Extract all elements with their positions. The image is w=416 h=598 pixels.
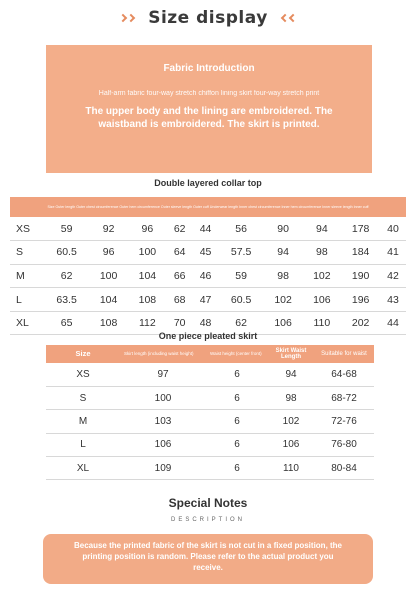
table-cell: 96	[89, 241, 128, 265]
table-cell: 65	[44, 311, 89, 335]
table-cell: M	[46, 410, 120, 433]
table-cell: 97	[120, 363, 206, 386]
notes-title: Special Notes	[168, 496, 248, 510]
top-table-header: Size Outer length Outer chest circumference Outer hem circumference Outer sleeve length Outer cuff Underwear length Inner chest circumference Inner hem circumference Inner sleeve length Inner cuff	[10, 197, 406, 217]
fabric-description: Half-arm fabric four-way stretch chiffon lining skirt four-way stretch print	[98, 90, 320, 97]
top-table-title: Double layered collar top	[154, 178, 262, 188]
table-cell: 45	[193, 241, 219, 265]
table-cell: 66	[167, 264, 193, 288]
skirt-header-size: Size	[46, 345, 120, 363]
table-cell: 110	[302, 311, 341, 335]
table-cell: 6	[206, 433, 268, 456]
table-row	[46, 363, 374, 386]
table-cell: 202	[341, 311, 380, 335]
table-cell: 104	[89, 288, 128, 312]
table-row	[46, 410, 374, 433]
table-cell: S	[10, 241, 44, 265]
table-cell: 108	[128, 288, 167, 312]
table-cell: 43	[380, 288, 406, 312]
notes-subtitle: DESCRIPTION	[170, 517, 245, 523]
table-row	[10, 264, 406, 288]
table-cell: 64	[167, 241, 193, 265]
table-cell: XL	[10, 311, 44, 335]
table-cell: 76-80	[314, 433, 374, 456]
chevron-left-decor-icon	[120, 15, 134, 21]
table-cell: 6	[206, 457, 268, 480]
skirt-table-body	[46, 363, 374, 480]
table-cell: XL	[46, 457, 120, 480]
table-cell: 98	[264, 264, 303, 288]
table-cell: 41	[380, 241, 406, 265]
table-cell: 80-84	[314, 457, 374, 480]
table-cell: 68	[167, 288, 193, 312]
table-cell: L	[10, 288, 44, 312]
skirt-size-table	[46, 345, 374, 480]
table-cell: 94	[302, 217, 341, 241]
table-cell: 59	[218, 264, 263, 288]
table-cell: 103	[120, 410, 206, 433]
table-cell: 59	[44, 217, 89, 241]
chevron-right-decor-icon	[282, 15, 296, 21]
table-cell: 109	[120, 457, 206, 480]
table-cell: 102	[264, 288, 303, 312]
table-cell: 94	[268, 363, 314, 386]
table-cell: 68-72	[314, 386, 374, 409]
table-cell: 47	[193, 288, 219, 312]
table-cell: 63.5	[44, 288, 89, 312]
skirt-header-length: Skirt length (including waist height)	[120, 345, 206, 363]
notes-box	[43, 534, 373, 584]
table-cell: 44	[380, 311, 406, 335]
table-cell: 62	[218, 311, 263, 335]
table-cell: 6	[206, 386, 268, 409]
table-cell: 60.5	[218, 288, 263, 312]
table-cell: 44	[193, 217, 219, 241]
table-row	[46, 433, 374, 456]
table-cell: XS	[10, 217, 44, 241]
table-cell: 64-68	[314, 363, 374, 386]
table-row	[10, 288, 406, 312]
table-cell: 106	[120, 433, 206, 456]
fabric-craft-note: The upper body and the lining are embroidered. The waistband is embroidered. The skirt is printed.	[85, 106, 333, 130]
page-header	[0, 0, 416, 36]
skirt-header-waist-length: Skirt Waist Length	[268, 345, 314, 363]
table-cell: 6	[206, 363, 268, 386]
table-cell: 90	[264, 217, 303, 241]
table-cell: 100	[128, 241, 167, 265]
table-cell: 62	[167, 217, 193, 241]
table-cell: 108	[89, 311, 128, 335]
table-cell: 112	[128, 311, 167, 335]
table-cell: 48	[193, 311, 219, 335]
top-size-table	[10, 197, 406, 335]
table-cell: 106	[268, 433, 314, 456]
table-cell: 100	[89, 264, 128, 288]
table-cell: 57.5	[218, 241, 263, 265]
skirt-header-suitable-waist: Suitable for waist	[314, 345, 374, 363]
table-cell: 98	[302, 241, 341, 265]
table-cell: 94	[264, 241, 303, 265]
table-cell: 106	[302, 288, 341, 312]
table-cell: 62	[44, 264, 89, 288]
table-cell: 190	[341, 264, 380, 288]
fabric-title: Fabric Introduction	[163, 63, 255, 74]
table-cell: S	[46, 386, 120, 409]
table-cell: XS	[46, 363, 120, 386]
table-cell: 56	[218, 217, 263, 241]
table-cell: 70	[167, 311, 193, 335]
table-row	[10, 217, 406, 241]
skirt-table-title: One piece pleated skirt	[158, 331, 258, 341]
skirt-table-header-row	[46, 345, 374, 363]
table-cell: 42	[380, 264, 406, 288]
table-cell: 40	[380, 217, 406, 241]
top-table-header-row	[10, 197, 406, 217]
table-cell: 72-76	[314, 410, 374, 433]
table-cell: 106	[264, 311, 303, 335]
table-cell: 102	[302, 264, 341, 288]
notes-text: Because the printed fabric of the skirt is not cut in a fixed position, the printing position is random. Please refer to the actual product you receive.	[73, 541, 343, 572]
table-cell: 92	[89, 217, 128, 241]
table-cell: M	[10, 264, 44, 288]
fabric-introduction-panel	[46, 45, 372, 173]
table-cell: 178	[341, 217, 380, 241]
table-row	[10, 241, 406, 265]
table-cell: 104	[128, 264, 167, 288]
table-cell: 196	[341, 288, 380, 312]
table-cell: 6	[206, 410, 268, 433]
table-cell: 100	[120, 386, 206, 409]
table-cell: 96	[128, 217, 167, 241]
skirt-header-waist-height: Waist height (center front)	[206, 345, 268, 363]
page-title: Size display	[148, 8, 268, 28]
table-cell: 184	[341, 241, 380, 265]
table-row	[46, 457, 374, 480]
top-table-body	[10, 217, 406, 335]
table-cell: 102	[268, 410, 314, 433]
table-cell: 98	[268, 386, 314, 409]
table-cell: 60.5	[44, 241, 89, 265]
table-cell: L	[46, 433, 120, 456]
table-cell: 110	[268, 457, 314, 480]
table-cell: 46	[193, 264, 219, 288]
table-row	[46, 386, 374, 409]
